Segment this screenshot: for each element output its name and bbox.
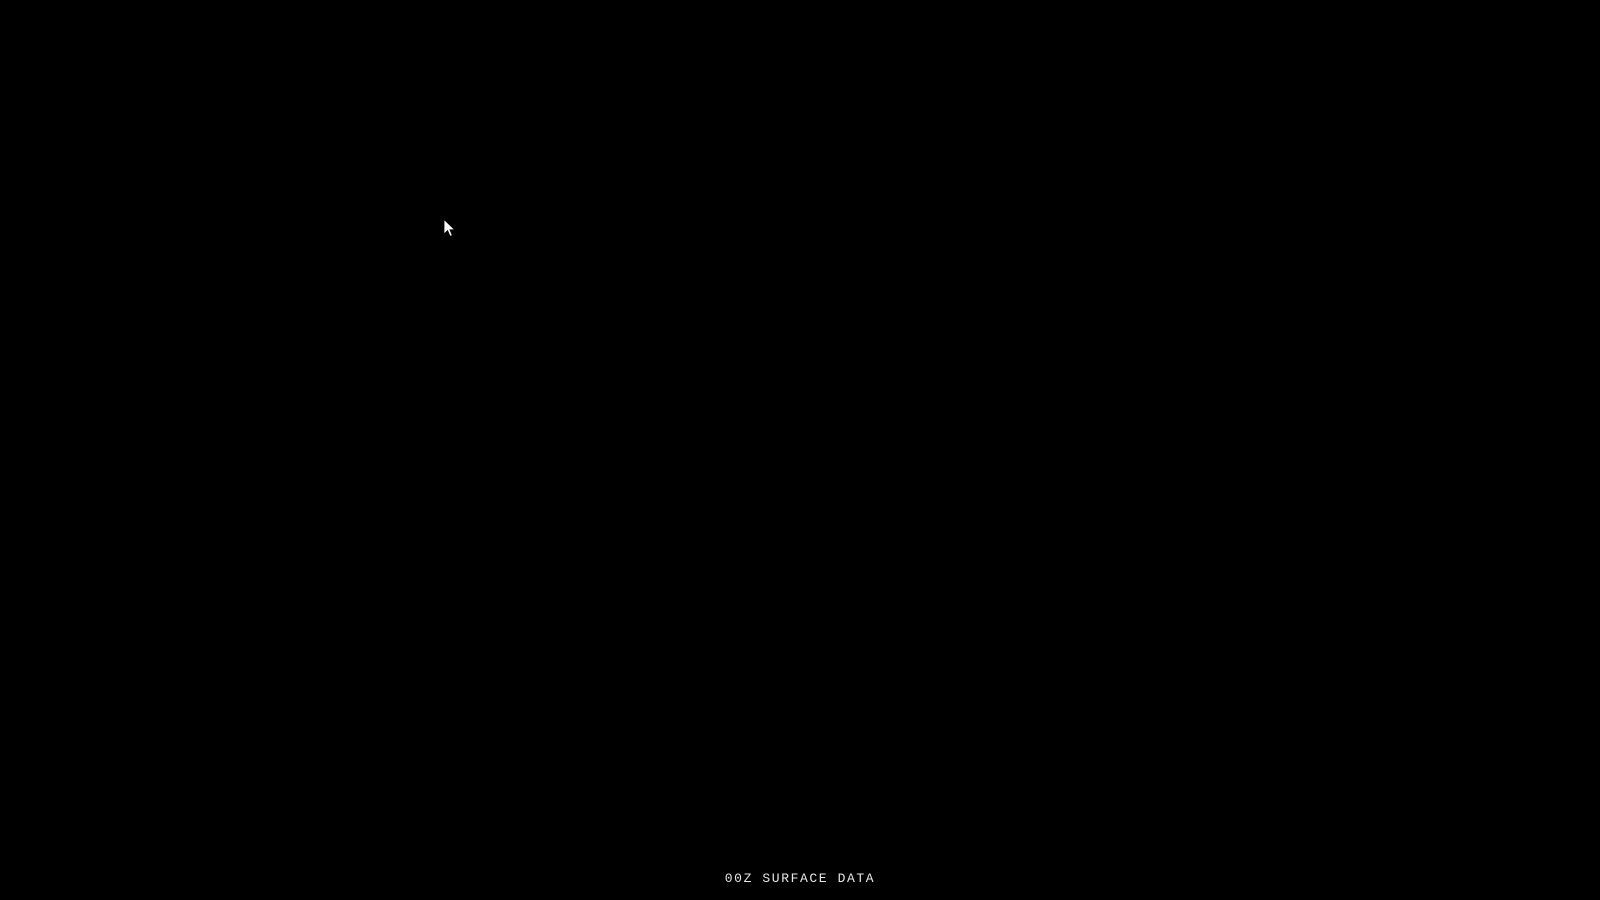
mouse-pointer-icon xyxy=(443,219,459,241)
caption-label: 00Z SURFACE DATA xyxy=(724,871,876,886)
